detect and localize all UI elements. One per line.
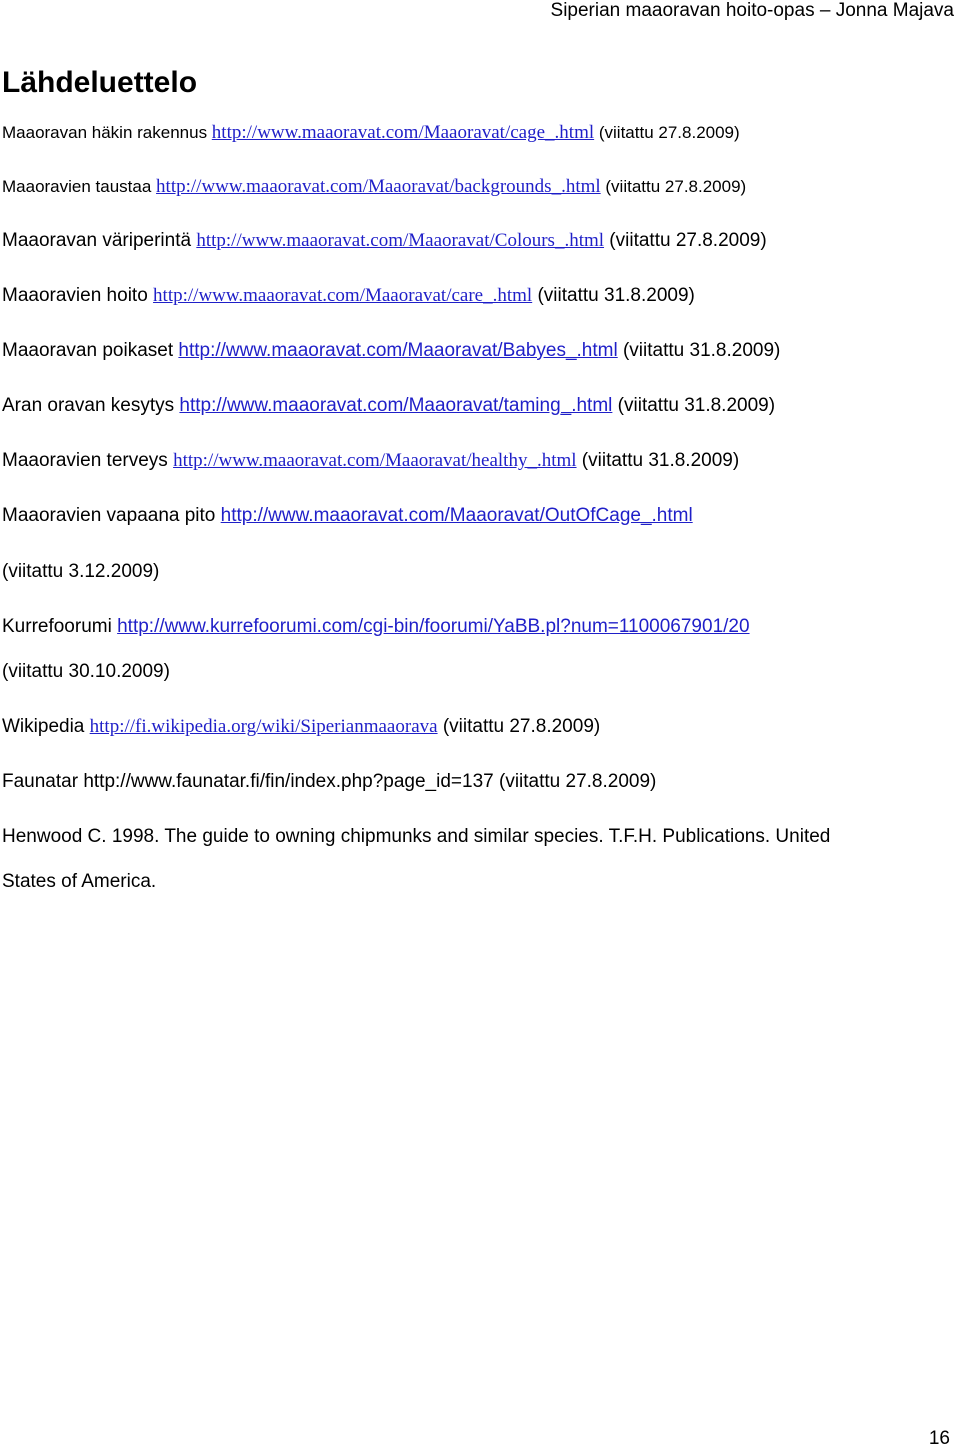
reference-entry — [2, 450, 739, 472]
reference-link[interactable]: http://www.maaoravat.com/Maaoravat/taming_.html — [179, 395, 613, 416]
reference-entry — [2, 505, 693, 527]
reference-link[interactable]: http://www.maaoravat.com/Maaoravat/Colours_.html — [196, 230, 605, 251]
reference-label: Wikipedia — [2, 716, 90, 737]
reference-link[interactable]: http://www.maaoravat.com/Maaoravat/Babyes_.html — [178, 340, 618, 361]
running-header: Siperian maaoravan hoito-opas – Jonna Majava — [550, 0, 954, 21]
reference-label: Maaoravien terveys — [2, 450, 174, 471]
reference-entry — [2, 122, 740, 144]
reference-entry-continuation: States of America. — [2, 871, 157, 892]
reference-link[interactable]: http://www.maaoravat.com/Maaoravat/OutOfCage_.html — [220, 505, 693, 526]
reference-link[interactable]: http://www.maaoravat.com/Maaoravat/healthy_.html — [173, 450, 577, 471]
reference-link[interactable]: http://fi.wikipedia.org/wiki/Siperianmaaorava — [89, 716, 438, 737]
reference-link[interactable]: http://www.maaoravat.com/Maaoravat/backgrounds_.html — [156, 176, 601, 197]
reference-accessed-line: (viitattu 3.12.2009) — [2, 561, 160, 582]
reference-entry — [2, 230, 767, 252]
reference-accessed-line: (viitattu 30.10.2009) — [2, 661, 170, 682]
reference-entry — [2, 340, 780, 362]
reference-link[interactable]: http://www.kurrefoorumi.com/cgi-bin/foorumi/YaBB.pl?num=1100067901/20 — [117, 616, 750, 637]
page-number: 16 — [928, 1428, 950, 1449]
reference-accessed: (viitattu 27.8.2009) — [437, 716, 601, 737]
reference-label: Aran oravan kesytys — [2, 395, 180, 416]
reference-entry — [2, 395, 775, 417]
reference-accessed: (viitattu 31.8.2009) — [617, 340, 781, 361]
reference-label: Maaoravien hoito — [2, 285, 154, 306]
reference-label: Maaoravan poikaset — [2, 340, 179, 361]
reference-label: Maaoravan väriperintä — [2, 230, 197, 251]
reference-entry — [2, 716, 600, 738]
reference-accessed: (viitattu 31.8.2009) — [612, 395, 776, 416]
reference-accessed: (viitattu 31.8.2009) — [576, 450, 740, 471]
reference-entry-plain: Henwood C. 1998. The guide to owning chipmunks and similar species. T.F.H. Publications. United — [2, 826, 831, 847]
reference-label: Maaoravien vapaana pito — [2, 505, 221, 526]
reference-entry — [2, 616, 750, 638]
reference-entry-plain: Faunatar http://www.faunatar.fi/fin/index.php?page_id=137 (viitattu 27.8.2009) — [2, 771, 657, 792]
reference-entry — [2, 285, 695, 307]
reference-link[interactable]: http://www.maaoravat.com/Maaoravat/cage_.html — [211, 122, 595, 143]
reference-label: Maaoravien taustaa — [2, 177, 157, 196]
reference-link[interactable]: http://www.maaoravat.com/Maaoravat/care_.html — [153, 285, 533, 306]
reference-entry — [2, 176, 746, 198]
reference-label: Kurrefoorumi — [2, 616, 118, 637]
section-title: Lähdeluettelo — [2, 66, 198, 99]
reference-accessed: (viitattu 31.8.2009) — [532, 285, 695, 306]
reference-accessed: (viitattu 27.8.2009) — [604, 230, 767, 251]
reference-accessed: (viitattu 27.8.2009) — [600, 177, 747, 196]
reference-accessed: (viitattu 27.8.2009) — [594, 123, 740, 142]
reference-label: Maaoravan häkin rakennus — [2, 123, 212, 142]
